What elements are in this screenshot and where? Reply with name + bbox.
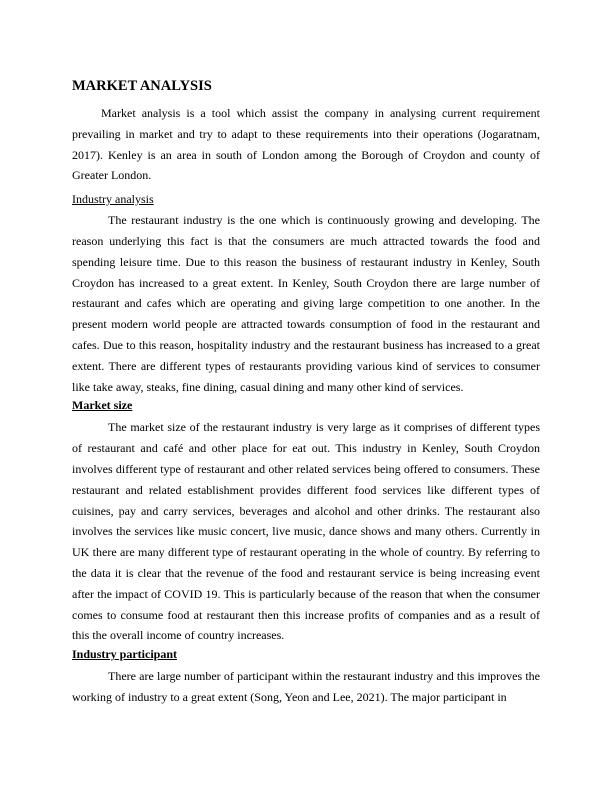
document-page xyxy=(72,76,540,708)
market-size-paragraph: The market size of the restaurant industry is very large as it comprises of different types of restaurant and café and other place for eat out. This industry in Kenley, South Croydon involves different type of restaurant and other related services being offered to consumers. These restaurant and related establishment provides different food services like different types of cuisines, pay and carry services, beverages and alcohol and other drinks. The restaurant also involves the services like music concert, live music, dance shows and many others. Currently in UK there are many different type of restaurant operating in the whole of country. By referring to the data it is clear that the revenue of the food and restaurant service is being increasing event after the impact of COVID 19. This is particularly because of the reason that when the consumer comes to consume food at restaurant then this increase profits of companies and as a result of this the overall income of country increases. xyxy=(72,420,540,643)
intro-paragraph: Market analysis is a tool which assist the company in analysing current requirement prevailing in market and try to adapt to these requirements into their operations (Jogaratnam, 2017). Kenley is an area in south of London among the Borough of Croydon and county of Greater London. xyxy=(72,106,540,183)
industry-participant-paragraph: There are large number of participant within the restaurant industry and this improves the working of industry to a great extent (Song, Yeon and Lee, 2021). The major participant in xyxy=(72,669,540,704)
heading-industry-participant: Industry participant xyxy=(72,647,178,662)
industry-analysis-paragraph: The restaurant industry is the one which is continuously growing and developing. The reason underlying this fact is that the consumers are much attracted towards the food and spending leisure time. Due to this reason the business of restaurant industry in Kenley, South Croydon has increased to a great extent. In Kenley, South Croydon there are large number of restaurant and cafes which are operating and giving large competition to one another. In the present modern world people are attracted towards consumption of food in the restaurant and cafes. Due to this reason, hospitality industry and the restaurant business has increased to a great extent. There are different types of restaurants providing various kind of services to consumer like take away, steaks, fine dining, casual dining and many other kind of services. xyxy=(72,213,540,394)
page-title: MARKET ANALYSIS xyxy=(72,78,212,94)
heading-market-size: Market size xyxy=(72,398,133,413)
heading-industry-analysis: Industry analysis xyxy=(72,192,154,207)
